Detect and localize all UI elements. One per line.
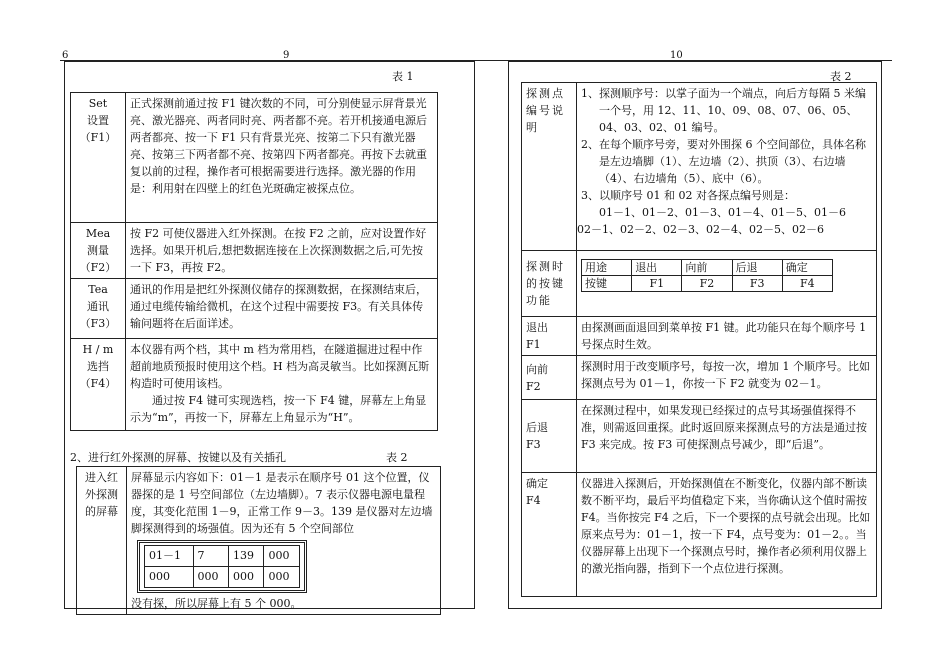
table2	[521, 82, 877, 597]
key-table-cell: F4	[782, 276, 832, 292]
table1-row-set	[71, 93, 438, 223]
table1-row-text	[126, 339, 438, 431]
screen-row	[77, 467, 441, 615]
hm-paragraph-1: 本仪器有两个档，其中 m 档为常用档，在隧道掘进过程中作超前地质预报时使用这个档。H 档为高灵敏当。比如探测瓦斯构造时可使用该档。	[130, 343, 430, 390]
table2-row-forward	[522, 356, 877, 400]
hm-paragraph-2: 通过按 F4 键可实现选档，按一下 F4 键，屏幕左上角显示为“m”，再按一下，屏幕左上角显示为“H”。	[130, 394, 427, 424]
screen-description: 屏幕显示内容如下：01－1 是表示在顺序号 01 这个位置，仪器探的是 1 号空间部位（左边墙脚）。7 表示仪器电源电量程度，其变化范围 1－9，正常工作 9－3。139 是仪器对左边墙脚探测得到的场强值。因为还有 5 个空间部位	[131, 471, 433, 535]
table1-row-mea	[71, 223, 438, 279]
numbering-item-2: 2、在每个顺序号旁，要对外围探 6 个空间部位，具体名称是左边墙脚（1）、左边墙（2）、拱顶（3）、右边墙（4）、右边墙角（5）、底中（6）。	[581, 138, 866, 185]
screen-row-text	[127, 467, 441, 615]
key-table-cell: F3	[732, 276, 782, 292]
table2-row-text: 仪器进入探测后，开始探测值在不断变化，仪器内部不断读数不断平均，最后平均值稳定下来，当你确认这个值时需按 F4。当你按完 F4 之后，下一个要探的点号就会出现。比如原来点号为：01－1，按一下 F4，点号变为：01－2。。当仪器屏幕上出现下一个探测点号时，操作者必须利用仪器上的激光指向器，指到下一个点位进行探测。	[577, 473, 877, 597]
table2-row-label: 探测时的按键功能	[522, 251, 577, 317]
table1-row-text: 按 F2 可使仪器进入红外探测。在按 F2 之前，应对设置作好选择。如果开机后,想把数据连接在上次探测数据之后,可先按一下 F3，再按 F2。	[126, 223, 438, 279]
screen-cell: 000	[264, 567, 300, 588]
table2-row-keys	[522, 251, 877, 317]
table2-row-text: 探测时用于改变顺序号，每按一次，增加 1 个顺序号。比如探测点号为 01－1，你按一下 F2 就变为 02－1。	[577, 356, 877, 400]
table2-row-label: 探测点编号说明	[522, 83, 577, 251]
table2-row-label: 确定 F4	[522, 473, 577, 597]
key-table-cell: 按键	[582, 276, 632, 292]
table1-row-label: Mea 测量 （F2）	[71, 223, 126, 279]
screen-description-after: 没有探，所以屏幕上有 5 个 000。	[131, 597, 302, 610]
screen-row-label: 进入红外探测的屏幕	[77, 467, 127, 615]
table1	[70, 92, 438, 431]
screen-cell: 01－1	[145, 546, 194, 567]
key-table-header	[582, 260, 833, 276]
table1-caption: 表 1	[392, 70, 414, 83]
table2-row-label: 向前 F2	[522, 356, 577, 400]
numbering-item-3: 3、以顺序号 01 和 02 对各探点编号则是：	[581, 189, 795, 202]
table2-row-confirm	[522, 473, 877, 597]
screen-cell: 7	[193, 546, 228, 567]
page-number-left-inner: 9	[283, 50, 290, 61]
page-number-left-outer: 6	[62, 50, 69, 61]
table1-row-label: Set 设置 （F1）	[71, 93, 126, 223]
screen-cell: 000	[145, 567, 194, 588]
key-table-cell: 确定	[782, 260, 832, 276]
screen-cell: 000	[264, 546, 300, 567]
key-table-row	[582, 276, 833, 292]
key-function-table	[581, 259, 833, 292]
table2-row-exit	[522, 317, 877, 356]
screen-cell: 139	[228, 546, 263, 567]
key-table-cell: 退出	[632, 260, 682, 276]
table1-row-tea	[71, 279, 438, 339]
table1-row-hm	[71, 339, 438, 431]
numbering-item-1: 1、探测顺序号：以掌子面为一个端点，向后方每隔 5 米编一个号，用 12、11、10、09、08、07、06、05、04、03、02、01 编号。	[581, 87, 866, 134]
table2-row-label: 后退 F3	[522, 400, 577, 473]
screen-cell: 000	[193, 567, 228, 588]
screen-table	[76, 466, 441, 615]
section2-title: 2、进行红外探测的屏幕、按键以及有关插孔	[70, 451, 286, 464]
table2-row-text: 由探测画面退回到菜单按 F1 键。此功能只在每个顺序号 1 号探点时生效。	[577, 317, 877, 356]
key-table-cell: 后退	[732, 260, 782, 276]
key-table-cell: F1	[632, 276, 682, 292]
key-table-cell: F2	[682, 276, 732, 292]
table2-row-back	[522, 400, 877, 473]
numbering-seq-2: 02－1、02－2、02－3、02－4、02－5、02－6	[577, 223, 824, 236]
table2-row-numbering	[522, 83, 877, 251]
screen-line-1	[145, 546, 300, 567]
table2-row-text	[577, 251, 877, 317]
table2-caption-right: 表 2	[830, 70, 852, 83]
table2-row-label: 退出 F1	[522, 317, 577, 356]
instrument-screen	[137, 540, 307, 593]
table1-row-text: 正式探测前通过按 F1 键次数的不同，可分别使显示屏背景光亮、激光器亮、两者同时亮、两者都不亮。若开机接通电源后两者都亮、按一下 F1 只有背景光亮、按第二下只有激光器亮、按第三下两者都不亮、按第四下两者都亮。再按下去就重复以前的过程，操作者可根据需要进行选择。激光器的作用是：利用射在四壁上的红色光斑确定被探点位。	[126, 93, 438, 223]
key-table-cell: 向前	[682, 260, 732, 276]
numbering-seq-1: 01－1、01－2、01－3、01－4、01－5、01－6	[599, 206, 846, 219]
table1-row-label: H / m 选挡 （F4）	[71, 339, 126, 431]
table1-row-text: 通讯的作用是把红外探测仪储存的探测数据，在探测结束后，通过电缆传输给微机，在这个过程中需要按 F3。有关具体传输问题将在后面详述。	[126, 279, 438, 339]
table2-row-text: 在探测过程中，如果发现已经探过的点号其场强值探得不准，则需返回重探。此时返回原来探测点号的方法是通过按 F3 来完成。按 F3 可使探测点号减少，即“后退”。	[577, 400, 877, 473]
table2-row-text	[577, 83, 877, 251]
page-number-right: 10	[670, 50, 683, 61]
key-table-cell: 用途	[582, 260, 632, 276]
table2-caption-left: 表 2	[386, 451, 408, 464]
screen-cell: 000	[228, 567, 263, 588]
screen-line-2	[145, 567, 300, 588]
table1-row-label: Tea 通讯 （F3）	[71, 279, 126, 339]
